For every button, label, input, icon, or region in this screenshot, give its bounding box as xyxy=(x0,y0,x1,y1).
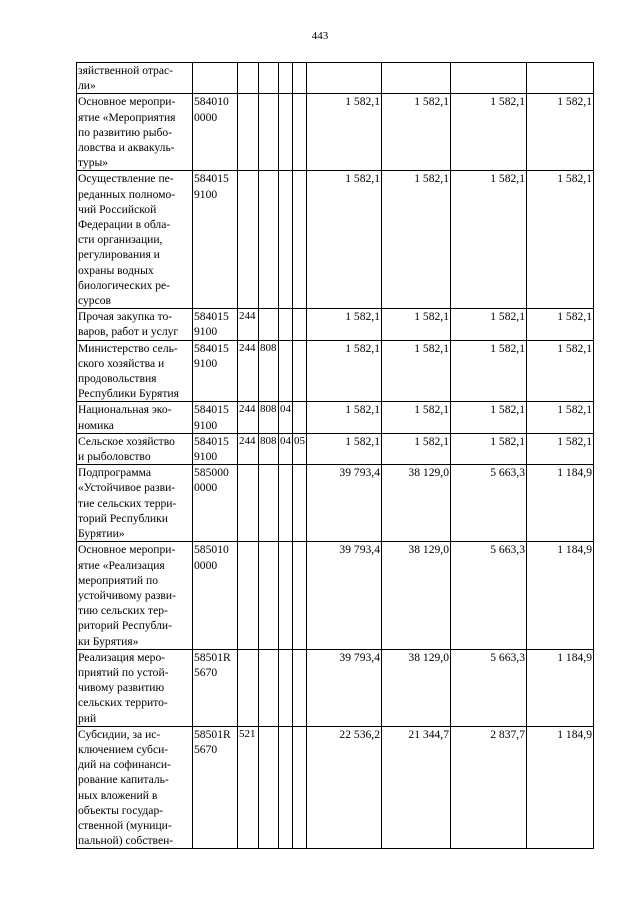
code-line: 0000 xyxy=(194,481,218,495)
table-row xyxy=(77,542,594,649)
section-code-cell xyxy=(279,94,293,171)
expense-type-cell xyxy=(238,649,259,726)
row-name-line: и рыболовство xyxy=(78,450,151,464)
row-name-line: по развитию рыбо- xyxy=(78,125,173,139)
target-article-code-cell xyxy=(193,726,238,849)
ministry-code-cell: 808 xyxy=(259,433,279,464)
amount-cell-4: 1 582,1 xyxy=(527,94,594,171)
row-name-line: мероприятий по xyxy=(78,573,158,587)
row-name-cell xyxy=(77,171,193,309)
subsection-code-cell xyxy=(293,171,307,309)
amount-cell-2: 21 344,7 xyxy=(382,726,451,849)
amount-cell-1: 22 536,2 xyxy=(307,726,382,849)
row-name-line: ки Бурятия» xyxy=(78,634,139,648)
section-code-cell xyxy=(279,63,293,94)
row-name-line: Федерации в обла- xyxy=(78,218,171,232)
amount-cell-4: 1 184,9 xyxy=(527,542,594,649)
amount-cell-3: 1 582,1 xyxy=(451,94,527,171)
amount-cell-1: 39 793,4 xyxy=(307,542,382,649)
ministry-code-cell: 808 xyxy=(259,402,279,433)
subsection-code-cell xyxy=(293,542,307,649)
row-name-line: Сельское хозяйство xyxy=(78,434,175,448)
row-name-cell xyxy=(77,309,193,340)
section-code-cell xyxy=(279,649,293,726)
target-article-code-cell xyxy=(193,542,238,649)
subsection-code-cell xyxy=(293,94,307,171)
row-name-line: реданных полномо- xyxy=(78,187,176,201)
amount-cell-1: 1 582,1 xyxy=(307,402,382,433)
target-article-code-cell xyxy=(193,309,238,340)
target-article-code-cell xyxy=(193,433,238,464)
row-name-line: ключением субси- xyxy=(78,742,169,756)
row-name-line: регулирования и xyxy=(78,248,160,262)
row-name-line: ственной (муници- xyxy=(78,818,172,832)
section-code-cell xyxy=(279,465,293,542)
code-line: 585010 xyxy=(194,543,229,557)
amount-cell-4: 1 184,9 xyxy=(527,726,594,849)
amount-cell-3: 2 837,7 xyxy=(451,726,527,849)
expense-type-cell: 244 xyxy=(238,402,259,433)
amount-cell-3: 5 663,3 xyxy=(451,542,527,649)
code-line: 584015 xyxy=(194,341,229,355)
row-name-line: ского хозяйства и xyxy=(78,356,165,370)
row-name-line: тие сельских терри- xyxy=(78,496,177,510)
amount-cell-4: 1 582,1 xyxy=(527,340,594,402)
row-name-cell xyxy=(77,402,193,433)
table-row xyxy=(77,309,594,340)
row-name-line: Реализация меро- xyxy=(78,650,166,664)
section-code-cell xyxy=(279,340,293,402)
code-line: 584015 xyxy=(194,310,229,324)
ministry-code-cell xyxy=(259,171,279,309)
ministry-code-cell: 808 xyxy=(259,340,279,402)
code-line: 584015 xyxy=(194,172,229,186)
subsection-code-cell xyxy=(293,726,307,849)
subsection-code-cell xyxy=(293,649,307,726)
row-name-cell xyxy=(77,726,193,849)
code-line: 58501R xyxy=(194,650,231,664)
row-name-line: ятие «Реализация xyxy=(78,558,165,572)
amount-cell-4 xyxy=(527,63,594,94)
expense-type-cell: 244 xyxy=(238,433,259,464)
code-line: 58501R xyxy=(194,727,231,741)
amount-cell-3: 1 582,1 xyxy=(451,433,527,464)
section-code-cell: 04 xyxy=(279,433,293,464)
code-line: 5670 xyxy=(194,665,218,679)
code-line: 5670 xyxy=(194,742,218,756)
code-line: 584015 xyxy=(194,403,229,417)
section-code-cell xyxy=(279,542,293,649)
row-name-line: устойчивому разви- xyxy=(78,588,176,602)
budget-table xyxy=(76,62,594,849)
table-row xyxy=(77,63,594,94)
ministry-code-cell xyxy=(259,309,279,340)
row-name-line: туры» xyxy=(78,156,109,170)
expense-type-cell xyxy=(238,63,259,94)
target-article-code-cell xyxy=(193,340,238,402)
amount-cell-1: 1 582,1 xyxy=(307,171,382,309)
row-name-line: приятий по устой- xyxy=(78,665,169,679)
row-name-line: торий Республики xyxy=(78,511,168,525)
ministry-code-cell xyxy=(259,542,279,649)
expense-type-cell xyxy=(238,94,259,171)
ministry-code-cell xyxy=(259,94,279,171)
code-line: 9100 xyxy=(194,418,218,432)
row-name-line: Национальная эко- xyxy=(78,403,172,417)
amount-cell-3: 1 582,1 xyxy=(451,402,527,433)
row-name-line: Осуществление пе- xyxy=(78,172,174,186)
code-line: 0000 xyxy=(194,558,218,572)
section-code-cell xyxy=(279,309,293,340)
amount-cell-2: 38 129,0 xyxy=(382,542,451,649)
table-row xyxy=(77,726,594,849)
row-name-line: номика xyxy=(78,418,114,432)
subsection-code-cell xyxy=(293,465,307,542)
row-name-cell xyxy=(77,433,193,464)
amount-cell-1: 1 582,1 xyxy=(307,94,382,171)
code-line: 9100 xyxy=(194,187,218,201)
page-number: 443 xyxy=(311,30,329,42)
section-code-cell xyxy=(279,726,293,849)
code-line: 0000 xyxy=(194,110,218,124)
expense-type-cell: 244 xyxy=(238,340,259,402)
amount-cell-3: 1 582,1 xyxy=(451,309,527,340)
amount-cell-1: 1 582,1 xyxy=(307,340,382,402)
amount-cell-3 xyxy=(451,63,527,94)
amount-cell-4: 1 582,1 xyxy=(527,433,594,464)
target-article-code-cell xyxy=(193,94,238,171)
amount-cell-2: 1 582,1 xyxy=(382,309,451,340)
ministry-code-cell xyxy=(259,465,279,542)
row-name-line: Бурятии» xyxy=(78,527,125,541)
ministry-code-cell xyxy=(259,63,279,94)
amount-cell-1: 1 582,1 xyxy=(307,433,382,464)
expense-type-cell: 521 xyxy=(238,726,259,849)
subsection-code-cell xyxy=(293,340,307,402)
subsection-code-cell: 05 xyxy=(293,433,307,464)
row-name-line: ловства и аквакуль- xyxy=(78,141,175,155)
amount-cell-2: 1 582,1 xyxy=(382,171,451,309)
code-line: 584010 xyxy=(194,95,229,109)
section-code-cell: 04 xyxy=(279,402,293,433)
amount-cell-2: 1 582,1 xyxy=(382,402,451,433)
row-name-line: варов, работ и услуг xyxy=(78,325,179,339)
row-name-line: сельских террито- xyxy=(78,696,168,710)
table-row xyxy=(77,94,594,171)
row-name-line: тию сельских тер- xyxy=(78,604,168,618)
expense-type-cell xyxy=(238,465,259,542)
amount-cell-4: 1 184,9 xyxy=(527,649,594,726)
table-row xyxy=(77,465,594,542)
amount-cell-4: 1 582,1 xyxy=(527,309,594,340)
row-name-line: сурсов xyxy=(78,294,112,308)
code-line: 585000 xyxy=(194,466,229,480)
amount-cell-4: 1 582,1 xyxy=(527,402,594,433)
expense-type-cell xyxy=(238,542,259,649)
row-name-line: Основное меропри- xyxy=(78,95,176,109)
amount-cell-2 xyxy=(382,63,451,94)
target-article-code-cell xyxy=(193,63,238,94)
target-article-code-cell xyxy=(193,402,238,433)
subsection-code-cell xyxy=(293,402,307,433)
row-name-cell xyxy=(77,649,193,726)
ministry-code-cell xyxy=(259,649,279,726)
table-row xyxy=(77,433,594,464)
table-row xyxy=(77,649,594,726)
row-name-line: Подпрограмма xyxy=(78,466,151,480)
row-name-line: продовольствия xyxy=(78,372,157,386)
amount-cell-2: 1 582,1 xyxy=(382,433,451,464)
target-article-code-cell xyxy=(193,171,238,309)
amount-cell-1: 39 793,4 xyxy=(307,649,382,726)
amount-cell-3: 1 582,1 xyxy=(451,171,527,309)
row-name-line: рий xyxy=(78,711,97,725)
code-line: 9100 xyxy=(194,325,218,339)
amount-cell-2: 1 582,1 xyxy=(382,94,451,171)
row-name-line: ли» xyxy=(78,79,96,93)
amount-cell-1: 39 793,4 xyxy=(307,465,382,542)
subsection-code-cell xyxy=(293,63,307,94)
amount-cell-4: 1 184,9 xyxy=(527,465,594,542)
row-name-line: ятие «Мероприятия xyxy=(78,110,176,124)
row-name-line: пальной) собствен- xyxy=(78,834,174,848)
row-name-line: рование капиталь- xyxy=(78,773,169,787)
row-name-line: Республики Бурятия xyxy=(78,387,179,401)
target-article-code-cell xyxy=(193,649,238,726)
code-line: 9100 xyxy=(194,356,218,370)
table-row xyxy=(77,171,594,309)
row-name-line: биологических ре- xyxy=(78,278,171,292)
row-name-cell xyxy=(77,340,193,402)
row-name-line: зяйственной отрас- xyxy=(78,64,173,77)
section-code-cell xyxy=(279,171,293,309)
expense-type-cell: 244 xyxy=(238,309,259,340)
amount-cell-3: 5 663,3 xyxy=(451,649,527,726)
row-name-line: Основное меропри- xyxy=(78,543,176,557)
row-name-line: Министерство сель- xyxy=(78,341,178,355)
table-row xyxy=(77,340,594,402)
row-name-line: сти организации, xyxy=(78,233,163,247)
ministry-code-cell xyxy=(259,726,279,849)
row-name-line: Прочая закупка то- xyxy=(78,310,173,324)
row-name-cell xyxy=(77,542,193,649)
row-name-line: чивому развитию xyxy=(78,681,165,695)
amount-cell-1 xyxy=(307,63,382,94)
amount-cell-2: 38 129,0 xyxy=(382,465,451,542)
row-name-line: риторий Республи- xyxy=(78,619,173,633)
target-article-code-cell xyxy=(193,465,238,542)
row-name-line: дий на софинанси- xyxy=(78,758,171,772)
row-name-cell xyxy=(77,465,193,542)
row-name-line: Субсидии, за ис- xyxy=(78,727,161,741)
row-name-line: охраны водных xyxy=(78,263,154,277)
amount-cell-3: 5 663,3 xyxy=(451,465,527,542)
amount-cell-1: 1 582,1 xyxy=(307,309,382,340)
row-name-line: ных вложений в xyxy=(78,788,158,802)
table-body xyxy=(77,63,594,849)
code-line: 9100 xyxy=(194,450,218,464)
row-name-cell xyxy=(77,94,193,171)
amount-cell-2: 38 129,0 xyxy=(382,649,451,726)
table-row xyxy=(77,402,594,433)
amount-cell-4: 1 582,1 xyxy=(527,171,594,309)
amount-cell-2: 1 582,1 xyxy=(382,340,451,402)
amount-cell-3: 1 582,1 xyxy=(451,340,527,402)
row-name-line: объекты государ- xyxy=(78,803,164,817)
row-name-cell xyxy=(77,63,193,94)
subsection-code-cell xyxy=(293,309,307,340)
code-line: 584015 xyxy=(194,434,229,448)
row-name-line: «Устойчивое разви- xyxy=(78,481,176,495)
row-name-line: чий Российской xyxy=(78,202,157,216)
expense-type-cell xyxy=(238,171,259,309)
